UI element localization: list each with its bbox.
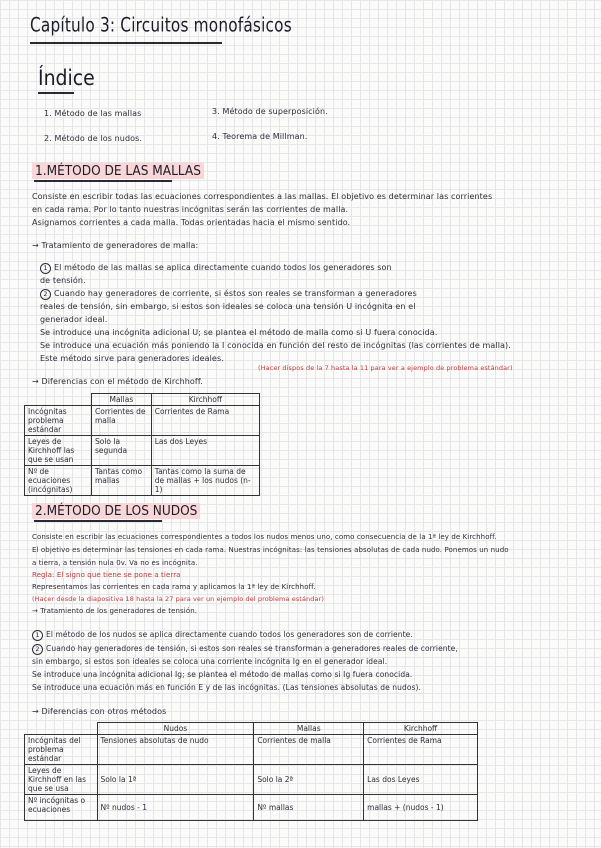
section-2-point-2 (32, 643, 458, 655)
section-2-intro2-2: (Hacer desde la diapositiva 18 hasta la 27 para ver un ejemplo del problema estándar) (32, 595, 324, 603)
section-2-point-1 (32, 629, 413, 641)
section-2-extra-2: Se introduce una ecuación más en función E y de las incógnitas. (Las tensiones absolutas de nudos). (32, 683, 422, 692)
table-2-header-nudos: Nudos (97, 723, 254, 735)
number-2-circle-icon: 2 (32, 644, 43, 655)
table-1-header-kirchhoff: Kirchhoff (151, 394, 259, 406)
table-cell: Nº de ecuaciones (incógnitas) (25, 466, 92, 496)
section-1-note: (Hacer dispos de la 7 hasta la 11 para ver a ejemplo de problema estándar) (258, 364, 513, 372)
indice-item-4: 4. Teorema de Millman. (212, 132, 308, 141)
point-2-line-1: Cuando hay generadores de corriente, si éstos son reales se transforman a generadores (54, 289, 417, 298)
nudos-mallas-kirchhoff-table (24, 722, 478, 821)
table-row (25, 466, 260, 496)
table-cell: Corrientes de malla (92, 406, 152, 436)
section-1-extra-1: Se introduce una incógnita adicional U; se plantea el método de malla como si U fuera conocida. (40, 328, 438, 337)
table-cell: Tantas como la suma de de mallas + los nudos (n-1) (151, 466, 259, 496)
section-2-point-2-line-2: sin embargo, si estos son ideales se coloca una corriente incógnita Ig en el generador ideal. (32, 657, 388, 666)
section-2-intro2-1: Representamos las corrientes en cada rama y aplicamos la 1ª ley de Kirchhoff. (32, 583, 316, 591)
table-cell: Solo la 2ª (254, 765, 364, 795)
number-1-circle-icon: 1 (32, 630, 43, 641)
section-1-point-1 (40, 262, 392, 274)
section-1-heading: 1.MÉTODO DE LAS MALLAS (32, 163, 204, 179)
table-cell: Incógnitas del problema estándar (25, 735, 98, 765)
table-cell: Leyes de Kirchhoff en las que se usa (25, 765, 98, 795)
table-1-header-mallas: Mallas (92, 394, 152, 406)
indice-item-3: 3. Método de superposición. (212, 107, 328, 116)
section-2-intro-3: a tierra, a tensión nula 0v. Va no es incógnita. (32, 559, 198, 567)
table-row (25, 436, 260, 466)
table-row (25, 765, 478, 795)
section-1-underline (34, 180, 172, 182)
section-1-intro-3: Asignamos corrientes a cada malla. Todas orientadas hacia el mismo sentido. (32, 218, 351, 227)
indice-item-2: 2. Método de los nudos. (44, 134, 143, 143)
table-cell: Solo la 1ª (97, 765, 254, 795)
table-cell: Nº mallas (254, 795, 364, 821)
section-2-intro2-3: → Tratamiento de los generadores de tensión. (32, 607, 198, 615)
section-1-point-2 (40, 288, 417, 300)
point-1-line-1: El método de los nudos se aplica directamente cuando todos los generadores son de corriente. (46, 630, 413, 639)
section-1-extra-2: Se introduce una ecuación más poniendo la I conocida en función del resto de incógnitas (las corrientes de malla). (40, 341, 511, 350)
page-title: Capítulo 3: Circuitos monofásicos (30, 14, 292, 37)
section-1-extra-3: Este método sirve para generadores ideales. (40, 354, 224, 363)
indice-item-1: 1. Método de las mallas (44, 109, 142, 118)
table-cell: Nº incógnitas o ecuaciones (25, 795, 98, 821)
table-row (25, 406, 260, 436)
section-2-diff: → Diferencias con otros métodos (32, 707, 167, 716)
section-2-regla: Regla: El signo que tiene se pone a tierra (32, 571, 181, 579)
section-2-intro-1: Consiste en escribir las ecuaciones correspondientes a todos los nudos menos uno, como consecuencia de la 1ª ley de Kirchhoff. (32, 533, 497, 541)
section-1-intro-2: en cada rama. Por lo tanto nuestras incógnitas serán las corrientes de malla. (32, 205, 349, 214)
table-2-corner (25, 723, 98, 735)
table-cell: Corrientes de Rama (151, 406, 259, 436)
table-cell: Corrientes de malla (254, 735, 364, 765)
table-cell: Tensiones absolutas de nudo (97, 735, 254, 765)
section-1-intro-1: Consiste en escribir todas las ecuaciones correspondientes a las mallas. El objetivo es determinar las corrientes (32, 192, 493, 201)
table-1-corner (25, 394, 92, 406)
table-2-header-mallas: Mallas (254, 723, 364, 735)
table-cell: Nº nudos - 1 (97, 795, 254, 821)
table-cell: Solo la segunda (92, 436, 152, 466)
table-cell: Las dos Leyes (151, 436, 259, 466)
indice-heading: Índice (38, 66, 95, 90)
section-1-diff: → Diferencias con el método de Kirchhoff. (32, 377, 203, 386)
section-1-tratamiento: → Tratamiento de generadores de malla: (32, 241, 199, 250)
title-underline (30, 42, 222, 44)
section-2-underline (34, 520, 162, 522)
mallas-kirchhoff-table (24, 393, 260, 496)
table-cell: Las dos Leyes (364, 765, 478, 795)
table-2-header-kirchhoff: Kirchhoff (364, 723, 478, 735)
table-row (25, 735, 478, 765)
table-cell: Incógnitas problema estándar (25, 406, 92, 436)
section-2-extra-1: Se introduce una incógnita adicional Ig; se plantea el método de mallas como si Ig fuera conocida. (32, 670, 413, 679)
section-1-point-2-line-2: reales de tensión, sin embargo, si estos son ideales se coloca una tensión U incógnita en el (40, 302, 416, 311)
table-cell: mallas + (nudos - 1) (364, 795, 478, 821)
point-1-line-1: El método de las mallas se aplica directamente cuando todos los generadores son (54, 263, 392, 272)
section-1-point-1-line-2: de tensión. (40, 276, 86, 285)
table-cell: Leyes de Kirchhoff las que se usan (25, 436, 92, 466)
table-cell: Tantas como mallas (92, 466, 152, 496)
indice-underline (38, 92, 74, 94)
section-1-point-2-line-3: generador ideal. (40, 315, 108, 324)
number-1-circle-icon: 1 (40, 263, 51, 274)
section-2-heading: 2.MÉTODO DE LOS NUDOS (32, 503, 200, 519)
number-2-circle-icon: 2 (40, 289, 51, 300)
table-cell: Corrientes de Rama (364, 735, 478, 765)
table-row (25, 795, 478, 821)
point-2-line-1: Cuando hay generadores de tensión, si estos son reales se transforman a generadores reales de corriente, (46, 644, 458, 653)
section-2-intro-2: El objetivo es determinar las tensiones en cada rama. Nuestras incógnitas: las tensiones absolutas de cada nudo. Ponemos un nudo (32, 546, 509, 554)
